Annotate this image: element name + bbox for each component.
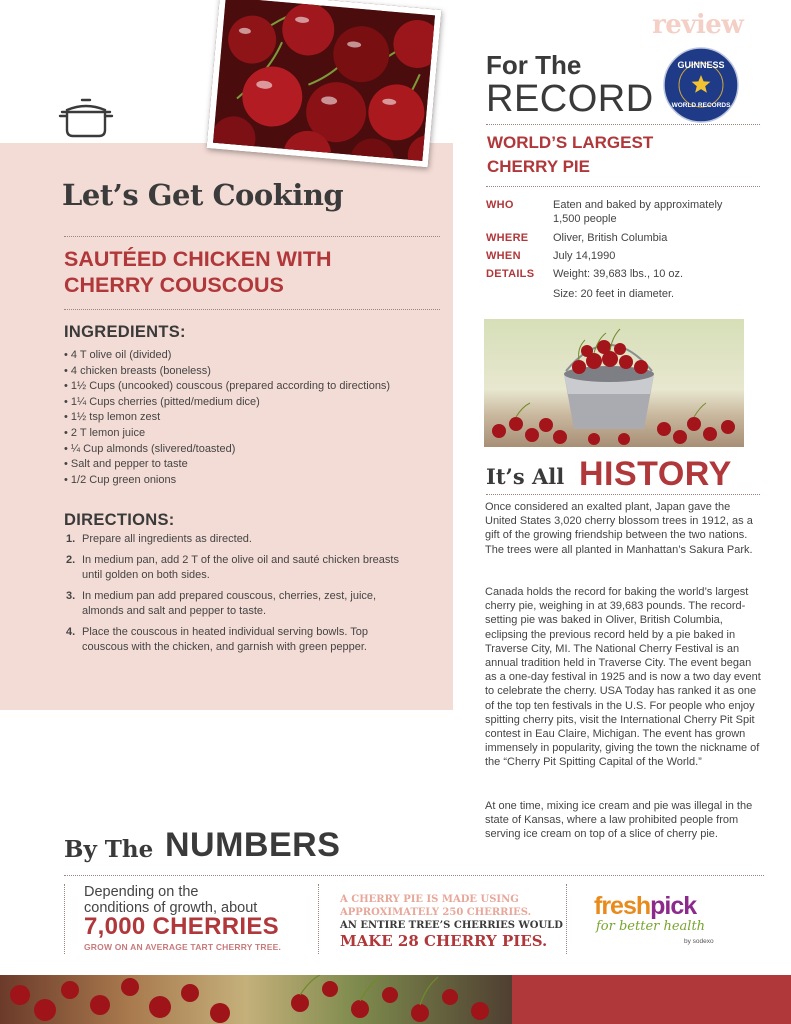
cherry-bucket-photo <box>484 319 744 447</box>
divider <box>486 124 760 125</box>
freshpick-logo <box>594 892 724 952</box>
list-item <box>66 589 416 619</box>
divider <box>566 884 567 954</box>
step-number: 4. <box>66 626 76 638</box>
guinness-world-records-logo <box>662 46 740 124</box>
history-paragraph: Canada holds the record for baking the world’s largest cherry pie, weighing in at 39,683 pounds. The record-setting pie was baked in Oliver, British Columbia, eclipsing the previous record held by a pie baked in Traverse City, MI. The National Cherry Festival is an annual tradition held in Traverse City. The event began as a one-day festival in 1925 and is now a two day event to celebrate the cherry. USA Today has ranked it as one of the top ten festivals in the U.S. For people who enjoy spitting cherry pits, visit the International Cherry Pit Spit contest in Eau Claire, Michigan. The event has grown immensely in popularity, giving the town the nickname of the “Cherry Pit Spitting Capital of the World.” <box>485 586 761 769</box>
list-item: • 4 T olive oil (divided) <box>64 348 390 364</box>
step-text: In medium pan, add 2 T of the olive oil and sauté chicken breasts until golden on both sides. <box>82 554 399 581</box>
numbers-fact2-line: AN ENTIRE TREE’S CHERRIES WOULD <box>340 920 563 931</box>
step-text: In medium pan add prepared couscous, cherries, zest, juice, almonds and salt and pepper to taste. <box>82 590 377 617</box>
logo-tagline: for better health <box>596 919 706 934</box>
fact-label: WHO <box>486 199 514 211</box>
history-heading-small: It’s All <box>486 464 565 489</box>
divider <box>486 494 760 495</box>
numbers-fact2-line: APPROXIMATELY 250 CHERRIES. <box>340 907 532 918</box>
divider <box>64 236 440 237</box>
recipe-title <box>64 246 424 298</box>
fact-value: Oliver, British Columbia <box>553 232 668 244</box>
list-item <box>66 625 416 655</box>
directions-heading: DIRECTIONS: <box>64 511 175 529</box>
history-heading-big: HISTORY <box>579 455 732 493</box>
ingredients-list <box>64 348 390 488</box>
history-paragraph: Once considered an exalted plant, Japan gave the United States 3,020 cherry blossom trees in 1912, as a gift of the growing friendship between the two nations. The trees were all planted in Manhattan’s Sakura Park. <box>485 501 753 556</box>
list-item: • 4 chicken breasts (boneless) <box>64 364 390 380</box>
numbers-fact2-highlight: MAKE 28 CHERRY PIES. <box>340 932 548 950</box>
intro-line: conditions of growth, about <box>84 900 258 916</box>
divider <box>64 884 65 954</box>
ingredients-heading: INGREDIENTS: <box>64 323 186 341</box>
footer-brand-band <box>512 975 791 1024</box>
fact-value: July 14,1990 <box>553 250 616 262</box>
logo-fresh: fresh <box>594 892 651 920</box>
divider <box>486 186 760 187</box>
record-title-line-2: CHERRY PIE <box>487 157 590 176</box>
list-item: • 1/2 Cup green onions <box>64 473 390 489</box>
numbers-fact1-intro <box>84 884 257 916</box>
cherries-photo <box>207 0 442 167</box>
logo-text-top: GUINNESS <box>677 60 725 70</box>
footer-banner <box>0 975 791 1024</box>
logo-sodexo: by sodexo <box>684 938 714 945</box>
logo-pick: pick <box>650 892 697 920</box>
record-title <box>487 131 653 179</box>
list-item: • ¼ Cup almonds (slivered/toasted) <box>64 442 390 458</box>
recipe-section-title: Let’s Get Cooking <box>62 178 344 212</box>
numbers-heading-small: By The <box>64 836 154 863</box>
numbers-heading-big: NUMBERS <box>165 826 341 864</box>
record-title-line-1: WORLD’S LARGEST <box>487 133 654 152</box>
footer-review: review <box>652 10 744 40</box>
fact-value-line: 1,500 people <box>553 213 617 225</box>
fact-value <box>553 198 753 226</box>
step-number: 3. <box>66 590 76 602</box>
cooking-pot-icon <box>58 94 114 138</box>
divider <box>64 875 764 876</box>
footer-brand-text <box>540 9 743 40</box>
step-text: Place the couscous in heated individual serving bowls. Top couscous with the chicken, and garnish with green pepper. <box>82 626 368 653</box>
record-heading-small: For The <box>486 50 582 80</box>
directions-list <box>66 532 416 661</box>
divider <box>318 884 319 954</box>
recipe-title-line-1: SAUTÉED CHICKEN WITH <box>64 247 332 271</box>
fact-value-line: Size: 20 feet in diameter. <box>553 288 675 300</box>
footer-fresh: fresh <box>540 9 596 39</box>
list-item: • Salt and pepper to taste <box>64 457 390 473</box>
footer-pick: pick <box>595 9 646 39</box>
divider <box>64 309 440 310</box>
logo-text-bottom: WORLD RECORDS <box>671 102 731 109</box>
fact-value <box>553 267 753 301</box>
list-item: • 1¼ Cups cherries (pitted/medium dice) <box>64 395 390 411</box>
step-number: 1. <box>66 533 76 545</box>
list-item <box>66 553 416 583</box>
footer-cherries-photo <box>0 975 512 1024</box>
list-item: • 2 T lemon juice <box>64 426 390 442</box>
fact-label: WHERE <box>486 232 529 244</box>
history-paragraph: At one time, mixing ice cream and pie was illegal in the state of Kansas, where a law prohibited people from serving ice cream on top of a slice of cherry pie. <box>485 800 753 841</box>
fact-label: DETAILS <box>486 268 535 280</box>
numbers-fact2-line: A CHERRY PIE IS MADE USING <box>340 894 519 905</box>
list-item: • 1½ Cups (uncooked) couscous (prepared according to directions) <box>64 379 390 395</box>
step-number: 2. <box>66 554 76 566</box>
intro-line: Depending on the <box>84 884 199 900</box>
numbers-fact1-caption: GROW ON AN AVERAGE TART CHERRY TREE. <box>84 942 282 952</box>
step-text: Prepare all ingredients as directed. <box>82 533 252 545</box>
numbers-fact1-highlight: 7,000 CHERRIES <box>84 913 279 940</box>
list-item <box>66 532 416 547</box>
recipe-title-line-2: CHERRY COUSCOUS <box>64 273 284 297</box>
logo-wordmark <box>594 892 696 921</box>
record-heading-big: RECORD <box>486 78 654 120</box>
list-item: • 1½ tsp lemon zest <box>64 410 390 426</box>
fact-value-line: Eaten and baked by approximately <box>553 199 723 211</box>
fact-value-line: Weight: 39,683 lbs., 10 oz. <box>553 268 684 280</box>
fact-label: WHEN <box>486 250 521 262</box>
